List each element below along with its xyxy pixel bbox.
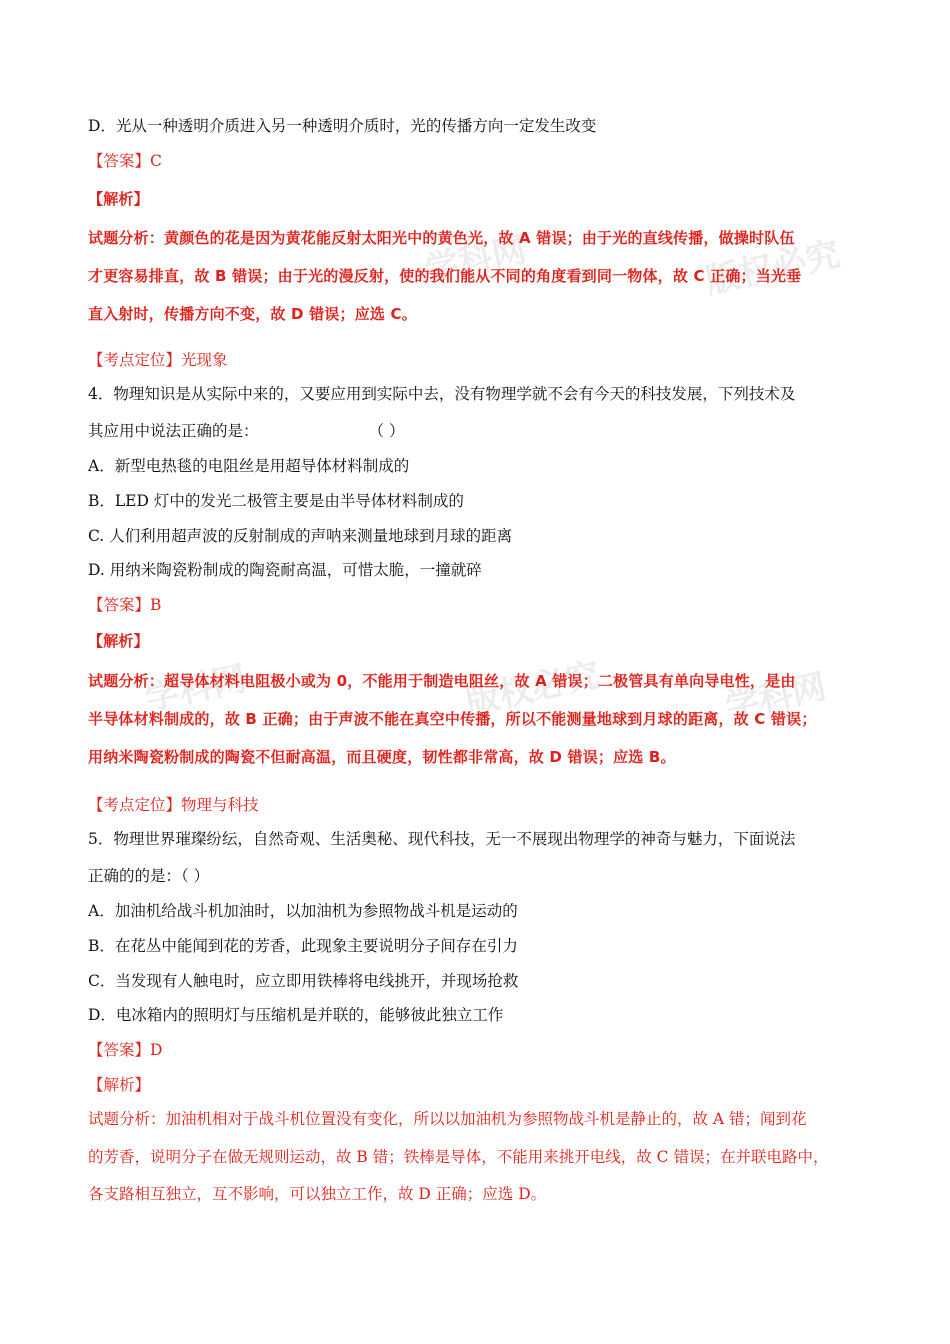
watermark: 学科网: [421, 229, 530, 291]
watermark: 版权必究: [462, 655, 604, 723]
q4-option-d: D. 用纳米陶瓷粉制成的陶瓷耐高温，可惜太脆，一撞就碎: [88, 561, 482, 579]
q4-option-a: A．新型电热毯的电阻丝是用超导体材料制成的: [88, 457, 410, 475]
analysis-line: 试题分析：超导体材料电阻极小或为 0，不能用于制造电阻丝，故 A 错误；二极管具有单向导电性，是由: [88, 672, 796, 690]
analysis-line: 各支路相互独立，互不影响，可以独立工作，故 D 正确；应选 D。: [88, 1185, 547, 1203]
q3-answer: [88, 151, 162, 171]
q5-option-b: B．在花丛中能闻到花的芳香，此现象主要说明分子间存在引力: [88, 937, 518, 955]
q5-stem-line2: 正确的的是：（ ）: [88, 867, 210, 885]
analysis-line: 直入射时，传播方向不变，故 D 错误；应选 C。: [88, 305, 417, 323]
analysis-line: 才更容易排直，故 B 错误；由于光的漫反射，使的我们能从不同的角度看到同一物体，故 C 正确；当光垂: [88, 267, 802, 285]
q3-analysis-block: [84, 220, 892, 330]
q3-knowledge-point: 【考点定位】光现象: [88, 351, 228, 369]
analysis-line: 试题分析：黄颜色的花是因为黄花能反射太阳光中的黄色光，故 A 错误；由于光的直线传播，做操时队伍: [88, 229, 795, 247]
answer-tag: 【答案】: [88, 152, 151, 170]
q5-option-a: A．加油机给战斗机加油时，以加油机为参照物战斗机是运动的: [88, 902, 518, 920]
q3-analysis-tag: 【解析】: [88, 190, 149, 208]
watermark: 版权必究: [702, 234, 844, 302]
watermark: 学科网: [141, 658, 250, 720]
q4-stem-line2: 其应用中说法正确的是： （ ）: [88, 422, 405, 440]
q5-analysis-tag: 【解析】: [88, 1076, 151, 1094]
analysis-line: 用纳米陶瓷粉制成的陶瓷不但耐高温，而且硬度，韧性都非常高，故 D 错误；应选 B。: [88, 748, 676, 766]
q3-option-d: D．光从一种透明介质进入另一种透明介质时，光的传播方向一定发生改变: [88, 117, 597, 135]
analysis-line: 试题分析：加油机相对于战斗机位置没有变化，所以以加油机为参照物战斗机是静止的，故 A 错；闻到花: [88, 1110, 807, 1128]
q5-answer: 【答案】D: [88, 1041, 163, 1059]
analysis-line: 半导体材料制成的，故 B 正确；由于声波不能在真空中传播，所以不能测量地球到月球的距离，故 C 错误；: [88, 710, 817, 728]
q4-analysis-tag: 【解析】: [88, 632, 149, 650]
q5-option-d: D．电冰箱内的照明灯与压缩机是并联的，能够彼此独立工作: [88, 1006, 504, 1024]
q5-stem-line1: 5．物理世界璀璨纷纭，自然奇观、生活奥秘、现代科技，无一不展现出物理学的神奇与魅力，下面说法: [88, 830, 796, 848]
q4-knowledge-point: 【考点定位】物理与科技: [88, 796, 259, 814]
analysis-line: 的芳香，说明分子在做无规则运动，故 B 错；铁棒是导体，不能用来挑开电线，故 C 错误；在并联电路中，: [88, 1148, 829, 1166]
q4-answer: 【答案】B: [88, 596, 162, 614]
answer-paren: （ ）: [368, 422, 405, 440]
q4-stem-line1: 4．物理知识是从实际中来的，又要应用到实际中去，没有物理学就不会有今天的科技发展，下列技术及: [88, 385, 796, 403]
q4-analysis-block: [84, 655, 892, 776]
q4-option-c: C. 人们利用超声波的反射制成的声呐来测量地球到月球的距离: [88, 527, 513, 545]
q4-option-b: B．LED 灯中的发光二极管主要是由半导体材料制成的: [88, 492, 464, 510]
watermark: 学科网: [721, 666, 830, 728]
answer-value: C: [150, 152, 162, 170]
q5-option-c: C．当发现有人触电时，应立即用铁棒将电线挑开，并现场抢救: [88, 972, 519, 990]
